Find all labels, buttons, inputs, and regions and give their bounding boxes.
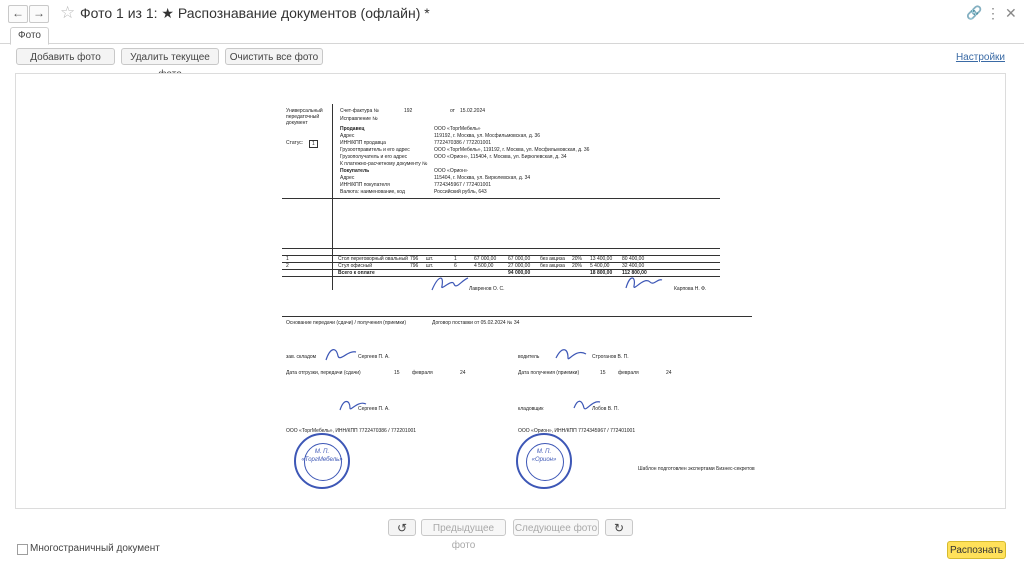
doc-resp-right-name: Лобов В. П. [592, 406, 619, 412]
doc-row-2-excise: без акциза [540, 263, 565, 269]
doc-status-value: 1 [309, 140, 318, 148]
doc-row-1-name: Стол переговорный овальный [338, 256, 408, 262]
document-image [282, 88, 770, 490]
doc-kind-2: передаточный [286, 114, 320, 120]
doc-total-label: Всего к оплате [338, 270, 375, 276]
stamp-seller-line2: «ТоргМебель» [301, 457, 343, 463]
doc-row-2-code: 796 [410, 263, 419, 269]
doc-recv-year: 24 [666, 370, 672, 376]
doc-address-label: Адрес [340, 133, 355, 139]
signature-resp-left [338, 396, 368, 414]
add-photo-button[interactable]: Добавить фото [16, 48, 115, 65]
doc-line [282, 316, 752, 317]
stamp-buyer [516, 433, 572, 489]
rotate-left-button[interactable] [388, 519, 416, 536]
doc-basis: Договор поставки от 05.02.2024 № 34 [432, 320, 520, 326]
doc-kind-3: документ [286, 120, 308, 126]
back-button[interactable] [8, 5, 28, 23]
signature-accountant [624, 272, 664, 294]
multipage-checkbox[interactable] [17, 544, 28, 555]
title-bar [0, 0, 1024, 27]
signature-head [430, 272, 470, 294]
more-icon[interactable]: ⋮ [986, 5, 1000, 21]
doc-row-1-qty: 1 [454, 256, 457, 262]
rotate-right-button[interactable] [605, 519, 633, 536]
doc-inn-label: ИНН/КПП продавца [340, 140, 386, 146]
forward-button[interactable] [29, 5, 49, 23]
doc-from-label: от [450, 108, 455, 114]
doc-buyer-inn: 7724345967 / 772401001 [434, 182, 492, 188]
window-title: Фото 1 из 1: ★ Распознавание документов (офлайн) * [80, 5, 430, 21]
doc-row-1-sum: 67 000,00 [508, 256, 531, 262]
doc-row-1-price: 67 000,00 [474, 256, 497, 262]
doc-row-1-total: 80 400,00 [622, 256, 645, 262]
doc-line [282, 248, 720, 249]
doc-org-right: ООО «Орион», ИНН/КПП 7724345967 / 772401001 [518, 428, 636, 434]
doc-buyer-label: Покупатель [340, 168, 370, 174]
doc-total-tax: 18 800,00 [590, 270, 613, 276]
doc-seller-label: Продавец [340, 126, 365, 132]
doc-consignee: ООО «Орион», 115404, г. Москва, ул. Бирюлевская, д. 34 [434, 154, 567, 160]
stamp-buyer-line1: М. П. [536, 449, 552, 455]
doc-ship-year: 24 [460, 370, 466, 376]
multipage-label: Многостраничный документ [30, 543, 160, 554]
doc-footer-note: Шаблон подготовлен экспертами Бизнес-секретов [638, 466, 755, 472]
doc-status-label: Статус: [286, 140, 304, 146]
doc-row-1-unit: шт. [426, 256, 434, 262]
doc-ship-day: 15 [394, 370, 400, 376]
doc-seller-inn: 7722470386 / 772201001 [434, 140, 492, 146]
doc-row-2-sum: 27 000,00 [508, 263, 531, 269]
link-icon[interactable]: 🔗 [966, 5, 983, 20]
doc-seller-address: 119192, г. Москва, ул. Мосфильмовская, д. 36 [434, 133, 541, 139]
delete-photo-button[interactable]: Удалить текущее [121, 48, 219, 65]
signature-resp-right [572, 396, 602, 414]
photo-panel [15, 73, 1006, 509]
doc-ship-date-label: Дата отгрузки, передачи (сдачи) [286, 370, 361, 376]
favorite-star-icon[interactable]: ☆ [60, 3, 76, 22]
doc-row-2-price: 4 500,00 [474, 263, 494, 269]
rotate-left-icon: ↺ [396, 521, 408, 535]
doc-line [282, 198, 720, 199]
clear-photos-button[interactable]: Очистить все фото [225, 48, 323, 65]
doc-basis-label: Основание передачи (сдачи) / получения (приемки) [286, 320, 406, 326]
doc-buyer: ООО «Орион» [434, 168, 468, 174]
doc-row-2-n: 2 [286, 263, 289, 269]
doc-recv-month: февраля [618, 370, 639, 376]
stamp-buyer-line2: «Орион» [531, 457, 557, 463]
doc-shipped-name: Сергеев П. А. [358, 354, 390, 360]
settings-link[interactable]: Настройки [955, 52, 1005, 63]
doc-payment-label: К платежно-расчетному документу № [340, 161, 428, 167]
stamp-seller [294, 433, 350, 489]
doc-recv-date-label: Дата получения (приемки) [518, 370, 580, 376]
doc-head-name: Лавренов О. С. [469, 286, 505, 292]
doc-invoice-date: 15.02.2024 [460, 108, 486, 114]
doc-org-left: ООО «ТоргМебель», ИНН/КПП 7722470386 / 772201001 [286, 428, 417, 434]
doc-received-role: водитель [518, 354, 540, 360]
recognize-button[interactable]: Распознать [947, 541, 1006, 559]
signature-shipped [324, 344, 358, 364]
doc-buyer-address: 115404, г. Москва, ул. Бирюлевская, д. 34 [434, 175, 531, 181]
doc-currency-label: Валюта: наименование, код [340, 189, 405, 195]
doc-row-2-total: 32 400,00 [622, 263, 645, 269]
doc-shipper-label: Грузоотправитель и его адрес [340, 147, 410, 153]
doc-row-1-excise: без акциза [540, 256, 565, 262]
doc-currency: Российский рубль, 643 [434, 189, 487, 195]
close-icon[interactable]: ✕ [1005, 5, 1017, 21]
doc-row-2-rate: 20% [572, 263, 583, 269]
doc-ship-month: февраля [412, 370, 433, 376]
doc-seller: ООО «ТоргМебель» [434, 126, 481, 132]
doc-recv-day: 15 [600, 370, 606, 376]
doc-row-1-tax: 13 400,00 [590, 256, 613, 262]
doc-shipper: ООО «ТоргМебель», 119192, г. Москва, ул. Мосфильмовская, д. 36 [434, 147, 590, 153]
doc-row-2-unit: шт. [426, 263, 434, 269]
doc-row-1-code: 796 [410, 256, 419, 262]
doc-row-2-name: Стул офисный [338, 263, 372, 269]
rotate-right-icon: ↻ [613, 521, 625, 535]
arrow-left-icon: ← [12, 6, 24, 20]
doc-row-2-qty: 6 [454, 263, 457, 269]
tab-photo[interactable]: Фото [10, 27, 49, 45]
doc-shipped-role: зав. складом [286, 354, 317, 360]
doc-total-all: 112 800,00 [622, 270, 647, 276]
stamp-seller-line1: М. П. [314, 449, 330, 455]
signature-received [554, 344, 588, 364]
doc-invoice-no: 192 [404, 108, 413, 114]
arrow-right-icon: → [33, 6, 45, 20]
tab-bar [0, 27, 1024, 44]
doc-consignee-label: Грузополучатель и его адрес [340, 154, 408, 160]
next-photo-button[interactable]: Следующее фото [513, 519, 599, 536]
doc-row-2-tax: 5 400,00 [590, 263, 610, 269]
doc-kind: Универсальный [286, 108, 323, 114]
doc-fix-label: Исправление № [340, 116, 378, 122]
doc-total-sum: 94 000,00 [508, 270, 531, 276]
doc-received-name: Строганов В. П. [592, 354, 629, 360]
doc-invoice-label: Счет-фактура № [340, 108, 379, 114]
doc-resp-right-role: кладовщик [518, 406, 544, 412]
doc-buyer-address-label: Адрес [340, 175, 355, 181]
doc-row-1-rate: 20% [572, 256, 583, 262]
doc-resp-left-name: Сергеев П. А. [358, 406, 390, 412]
doc-row-1-n: 1 [286, 256, 289, 262]
doc-buyer-inn-label: ИНН/КПП покупателя [340, 182, 390, 188]
doc-accountant-name: Карпова Н. Ф. [674, 286, 707, 292]
prev-photo-button[interactable]: Предыдущее фото [421, 519, 506, 536]
